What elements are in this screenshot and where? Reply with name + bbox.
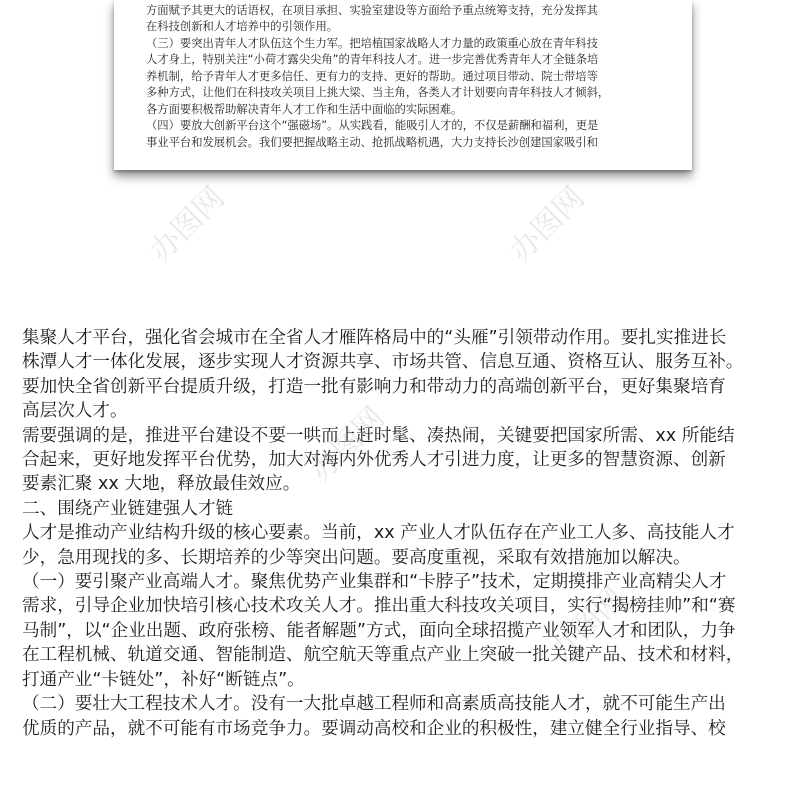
body-line: 少，急用现找的多、长期培养的少等突出问题。要高度重视，采取有效措施加以解决。 xyxy=(22,547,691,568)
preview-line: （四）要放大创新平台这个“强磁场”。从实践看，能吸引人才的，不仅是薪酬和福利，更是 xyxy=(146,119,599,132)
body-line: 在工程机械、轨道交通、智能制造、航空航天等重点产业上突破一批关键产品、技术和材料， xyxy=(22,645,744,666)
preview-line: 各方面要积极帮助解决青年人才工作和生活中面临的实际困难。 xyxy=(146,102,463,116)
watermark-logo: 办图网 xyxy=(543,580,632,669)
preview-line: 事业平台和发展机会。我们要把握战略主动、抢抓战略机遇，大力支持长沙创建国家吸引和 xyxy=(146,135,598,149)
body-line: 要加快全省创新平台提质升级，打造一批有影响力和带动力的高端创新平台，更好集聚培育 xyxy=(22,376,726,397)
document-body xyxy=(22,326,782,741)
body-line: 需求，引导企业加快培引核心技术攻关人才。推出重大科技攻关项目，实行“揭榜挂帅”和“赛 xyxy=(22,596,736,617)
preview-line: 多种方式，让他们在科技攻关项目上挑大梁、当主角，各类人才计划要向青年科技人才倾斜， xyxy=(146,86,610,99)
body-line: 株潭人才一体化发展，逐步实现人才资源共享、市场共管、信息互通、资格互认、服务互补。 xyxy=(22,352,744,373)
body-line: 优质的产品，就不可能有市场竞争力。要调动高校和企业的积极性，建立健全行业指导、校 xyxy=(22,718,726,739)
body-line: 合起来，更好地发挥平台优势，加大对海内外优秀人才引进力度，让更多的智慧资源、创新 xyxy=(22,450,726,471)
preview-card-text xyxy=(146,0,666,151)
preview-line: 人才身上，特别关注“小荷才露尖尖角”的青年科技人才。进一步完善优秀青年人才全链条培 xyxy=(146,53,599,66)
body-line: （二）要壮大工程技术人才。没有一大批卓越工程师和高素质高技能人才，就不可能生产出 xyxy=(22,694,726,715)
body-line: 集聚人才平台，强化省会城市在全省人才雁阵格局中的“头雁”引领带动作用。要扎实推进长 xyxy=(22,328,727,348)
section-heading: 二、围绕产业链建强人才链 xyxy=(22,498,234,519)
body-line: 马制”，以“企业出题、政府张榜、能者解题”方式，面向全球招揽产业领军人才和团队，力争 xyxy=(22,620,736,641)
preview-line: 方面赋予其更大的话语权，在项目承担、实验室建设等方面给予重点统筹支持，充分发挥其 xyxy=(146,3,598,17)
document-preview-card xyxy=(114,0,692,170)
body-line: （一）要引聚产业高端人才。聚焦优势产业集群和“卡脖子”技术，定期摸排产业高精尖人才 xyxy=(22,572,727,593)
preview-line: （三）要突出青年人才队伍这个生力军。把培植国家战略人才力量的政策重心放在青年科技 xyxy=(146,36,598,50)
body-line: 要素汇聚 xx 大地，释放最佳效应。 xyxy=(22,474,301,495)
watermark-logo: 办图网 xyxy=(503,180,592,269)
body-line: 人才是推动产业结构升级的核心要素。当前，xx 产业人才队伍存在产业工人多、高技能人才 xyxy=(22,523,735,544)
body-line: 打通产业“卡链处”，补好“断链点”。 xyxy=(22,669,305,690)
watermark-logo: 办图网 xyxy=(303,400,392,489)
preview-line: 在科技创新和人才培养中的引领作用。 xyxy=(146,20,339,33)
body-line: 需要强调的是，推进平台建设不要一哄而上赶时髦、凑热闹，关键要把国家所需、xx 所能结 xyxy=(22,425,735,446)
watermark-logo: 办图网 xyxy=(143,180,232,269)
preview-line: 养机制，给予青年人才更多信任、更有力的支持、更好的帮助。通过项目带动、院士带培等 xyxy=(146,69,598,83)
body-line: 高层次人才。 xyxy=(22,401,128,422)
